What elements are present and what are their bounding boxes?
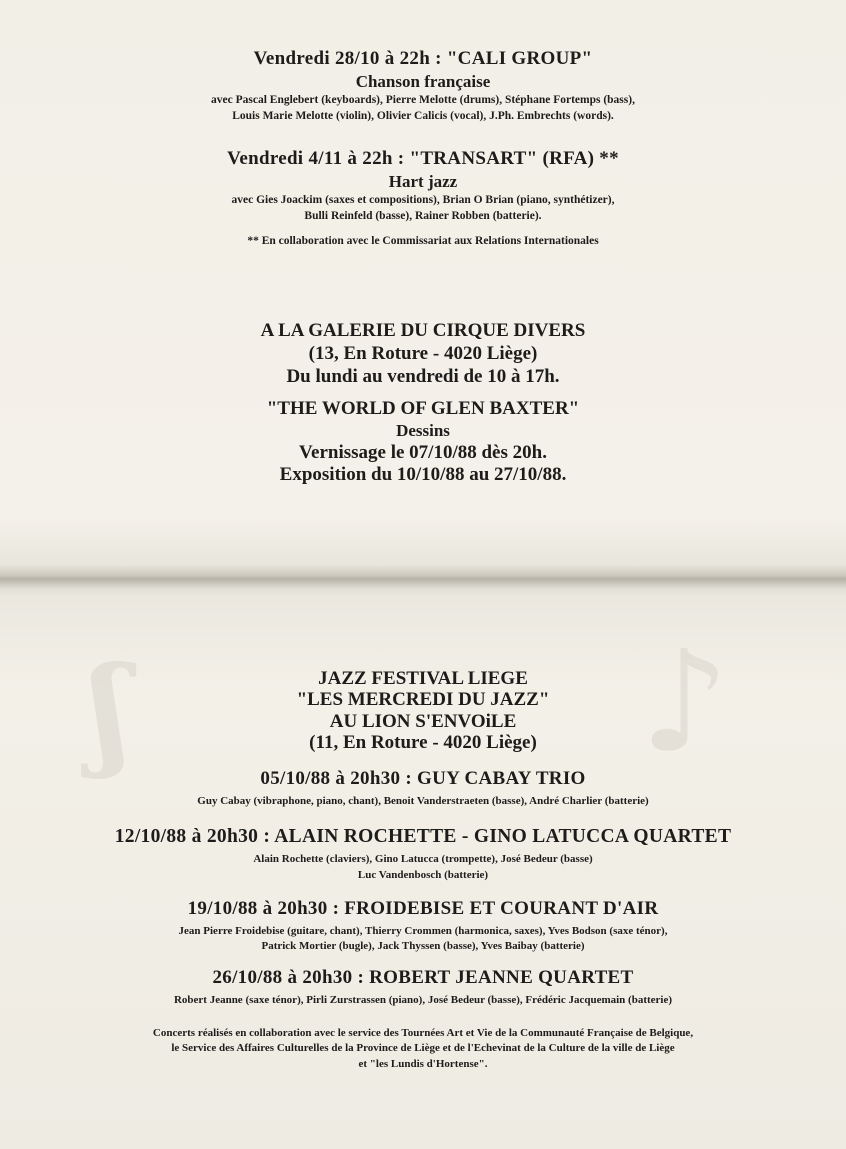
- event-lineup-line: Bulli Reinfeld (basse), Rainer Robben (batterie).: [304, 209, 542, 222]
- concert-title: 05/10/88 à 20h30 : GUY CABAY TRIO: [260, 768, 586, 789]
- exhibition-vernissage: Vernissage le 07/10/88 dès 20h.: [299, 441, 547, 463]
- concert-lineup: Alain Rochette (claviers), Gino Latucca (trompette), José Bedeur (basse): [253, 853, 593, 866]
- gallery-name: A LA GALERIE DU CIRQUE DIVERS: [260, 320, 586, 341]
- concert-lineup: Jean Pierre Froidebise (guitare, chant), Thierry Crommen (harmonica, saxes), Yves Bodson (saxe ténor),: [178, 924, 668, 937]
- concert-title: 12/10/88 à 20h30 : ALAIN ROCHETTE - GINO LATUCCA QUARTET: [114, 826, 732, 847]
- festival-name: JAZZ FESTIVAL LIEGE: [318, 668, 528, 689]
- concert-item: [0, 826, 846, 883]
- festival-header: [0, 668, 846, 754]
- event-note: ** En collaboration avec le Commissariat aux Relations Internationales: [247, 235, 599, 248]
- concert-lineup: Guy Cabay (vibraphone, piano, chant), Benoit Vanderstraeten (basse), André Charlier (batterie): [197, 794, 649, 807]
- event-lineup-line: avec Pascal Englebert (keyboards), Pierre Melotte (drums), Stéphane Fortemps (bass),: [211, 94, 635, 107]
- exhibition-dates: Exposition du 10/10/88 au 27/10/88.: [279, 464, 567, 486]
- concert-item: [0, 967, 846, 1008]
- bleed-through-mark: ♪: [640, 620, 730, 784]
- gallery-hours: Du lundi au vendredi de 10 à 17h.: [286, 365, 560, 387]
- festival-address: (11, En Roture - 4020 Liège): [309, 732, 537, 754]
- event-title: Vendredi 28/10 à 22h : "CALI GROUP": [253, 48, 593, 69]
- concert-title: 19/10/88 à 20h30 : FROIDEBISE ET COURANT D'AIR: [187, 898, 659, 919]
- concert-item: [0, 768, 846, 809]
- event-genre: Hart jazz: [388, 171, 458, 191]
- concert-lineup: Robert Jeanne (saxe ténor), Pirli Zurstrassen (piano), José Bedeur (basse), Frédéric Jacquemain (batterie): [173, 993, 673, 1006]
- bleed-through-mark: ʃ: [90, 640, 130, 781]
- event-transart: [0, 148, 846, 250]
- festival-series: "LES MERCREDI DU JAZZ": [296, 689, 550, 711]
- concert-lineup: Patrick Mortier (bugle), Jack Thyssen (basse), Yves Baibay (batterie): [261, 940, 585, 953]
- footer-line: et "les Lundis d'Hortense".: [358, 1057, 488, 1070]
- exhibition-genre: Dessins: [396, 421, 450, 441]
- page-fold: [0, 565, 846, 589]
- gallery-section: [0, 320, 846, 487]
- exhibition-title: "THE WORLD OF GLEN BAXTER": [266, 398, 580, 420]
- concert-item: [0, 898, 846, 955]
- concert-lineup: Luc Vandenbosch (batterie): [357, 868, 489, 881]
- concert-title: 26/10/88 à 20h30 : ROBERT JEANNE QUARTET: [212, 967, 634, 988]
- footer-line: Concerts réalisés en collaboration avec le service des Tournées Art et Vie de la Communauté Française de Belgique,: [152, 1027, 694, 1039]
- event-genre: Chanson française: [355, 71, 491, 91]
- event-title: Vendredi 4/11 à 22h : "TRANSART" (RFA) **: [227, 148, 619, 169]
- footer-credits: [0, 1026, 846, 1072]
- festival-venue: AU LION S'ENVOiLE: [329, 710, 517, 732]
- event-lineup-line: Louis Marie Melotte (violin), Olivier Calicis (vocal), J.Ph. Embrechts (words).: [232, 109, 614, 122]
- event-lineup-line: avec Gies Joackim (saxes et compositions), Brian O Brian (piano, synthétizer),: [231, 194, 615, 207]
- gallery-address: (13, En Roture - 4020 Liège): [308, 342, 538, 364]
- event-cali-group: [0, 48, 846, 124]
- footer-line: le Service des Affaires Culturelles de la Province de Liège et de l'Echevinat de la Culture de la ville de Liège: [171, 1042, 675, 1055]
